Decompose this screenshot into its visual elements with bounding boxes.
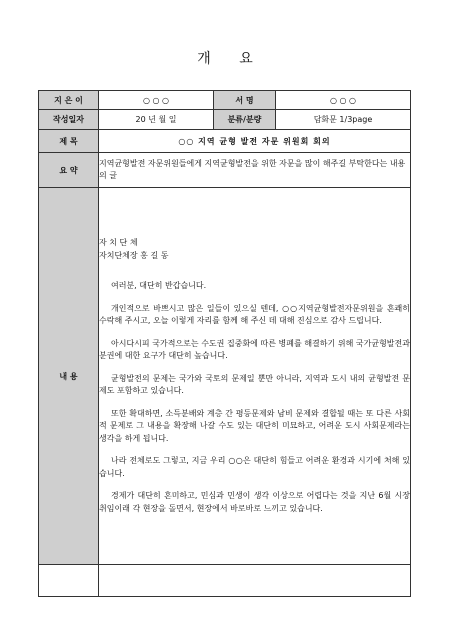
summary-label: 요 약 (39, 153, 99, 188)
document-title-char-2: 요 (239, 51, 253, 67)
paragraph-2: 개인적으로 바쁘시고 많은 일들이 있으실 텐데, ○○지역균형발전자문위원을 흔쾌히 수락해 주시고, 오늘 이렇게 자리를 함께 해 주신 데 대해 진심으로 감사 드립니다. (99, 303, 410, 325)
signature-label: 서 명 (214, 91, 276, 110)
author-label: 지 은 이 (39, 91, 99, 110)
category-label: 분류/분량 (214, 110, 276, 130)
blank-cell-left (39, 565, 99, 597)
date-row (39, 110, 411, 130)
subject-label: 제 목 (39, 130, 99, 153)
content-label: 내 용 (39, 188, 99, 565)
author-row (39, 91, 411, 110)
signature-value: ○ ○ ○ (276, 91, 411, 110)
document-title-char-1: 개 (197, 51, 211, 67)
paragraph-5: 또한 확대하면, 소득분배와 계층 간 평등문제와 남비 문제와 결합될 때는 또 다른 사회적 문제로 그 내용을 확장해 나갈 수도 있는 대단히 미묘하고, 어려운 도시 사회문제라는 생각을 하게 됩니다. (99, 408, 410, 443)
paragraph-6: 나라 전체로도 그렇고, 지금 우리 ○○은 대단히 힘들고 어려운 환경과 시기에 처해 있습니다. (99, 456, 410, 478)
summary-form-table (38, 90, 411, 597)
content-body (99, 188, 411, 565)
paragraph-1: 여러분, 대단히 반갑습니다. (111, 281, 207, 290)
document-title (0, 48, 450, 68)
author-value: ○ ○ ○ (99, 91, 214, 110)
subject-value: ○○ 지역 균형 발전 자문 위원회 회의 (99, 130, 411, 153)
summary-row (39, 153, 411, 188)
paragraph-7: 경제가 대단히 혼미하고, 민심과 민생이 생각 이상으로 어렵다는 것을 지난 6월 시장 취임이래 각 현장을 돌면서, 현장에서 바로바로 느끼고 있습니다. (99, 491, 410, 513)
subject-row (39, 130, 411, 153)
blank-row (39, 565, 411, 597)
date-label: 작성일자 (39, 110, 99, 130)
summary-value: 지역균형발전 자문위원들에게 지역균형발전을 위한 자문을 많이 해주길 부탁한다는 내용의 글 (99, 153, 411, 188)
sender-organization: 자 치 단 체 (99, 238, 138, 247)
paragraph-4: 균형발전의 문제는 국가와 국토의 문제일 뿐만 아니라, 지역과 도시 내의 균형발전 문제도 포함하고 있습니다. (99, 373, 410, 395)
content-row (39, 188, 411, 565)
date-value: 20 년 월 일 (99, 110, 214, 130)
category-value: 담화문 1/3page (276, 110, 411, 130)
paragraph-3: 아시다시피 국가적으로는 수도권 집중화에 따른 병폐를 해결하기 위해 국가균형발전과 분권에 대한 요구가 대단히 높습니다. (99, 338, 410, 360)
blank-cell-right (99, 565, 411, 597)
sender-name: 자치단체장 홍 길 동 (99, 250, 169, 260)
